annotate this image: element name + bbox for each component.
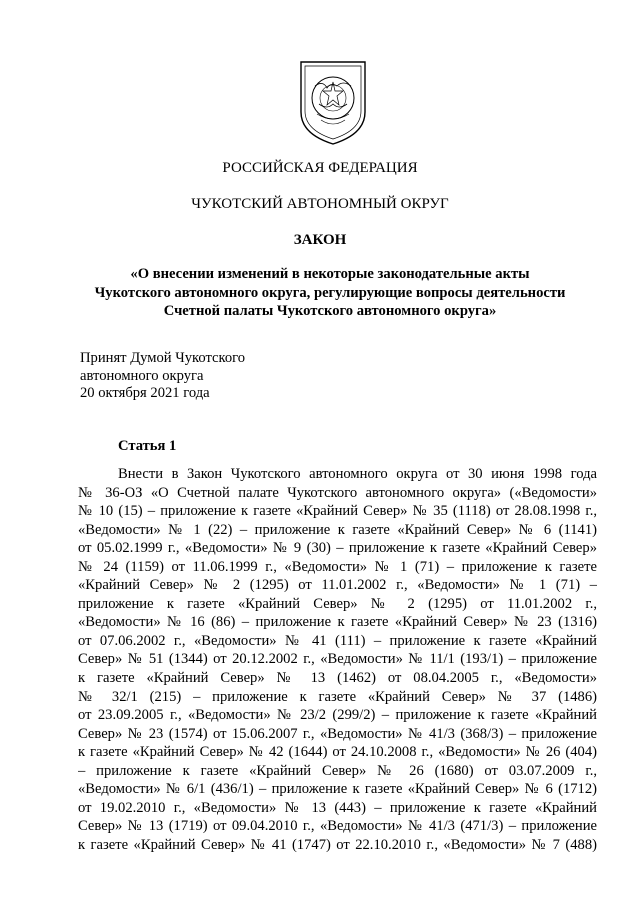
body-line: к газете «Крайний Север» № 42 (1644) от 24.10.2008 г., «Ведомости» № 26 (404) bbox=[78, 744, 597, 761]
body-line: Север» № 13 (1719) от 09.04.2010 г., «Ведомости» № 41/3 (471/3) – приложение bbox=[78, 818, 597, 835]
body-line: к газете «Крайний Север» № 41 (1747) от 22.10.2010 г., «Ведомости» № 7 (488) bbox=[78, 836, 597, 853]
adoption-info bbox=[80, 350, 380, 403]
body-line: Север» № 23 (1574) от 15.06.2007 г., «Ведомости» № 41/3 (368/3) – приложение bbox=[78, 725, 597, 742]
region-name: ЧУКОТСКИЙ АВТОНОМНЫЙ ОКРУГ bbox=[191, 196, 449, 212]
adoption-line: Принят Думой Чукотского bbox=[80, 350, 246, 366]
body-line: Север» № 51 (1344) от 20.12.2002 г., «Ведомости» № 11/1 (193/1) – приложение bbox=[78, 651, 597, 668]
body-line: № 32/1 (215) – приложение к газете «Крайний Север» № 37 (1486) bbox=[78, 688, 597, 705]
body-line: к газете «Крайний Север» № 13 (1462) от 08.04.2005 г., «Ведомости» bbox=[78, 670, 597, 687]
body-line: приложение к газете «Крайний Север» № 2 (1295) от 11.01.2002 г., bbox=[78, 595, 597, 612]
law-title-line: Чукотского автономного округа, регулирующие вопросы деятельности bbox=[94, 284, 566, 301]
body-line: «Ведомости» № 16 (86) – приложение к газете «Крайний Север» № 23 (1316) bbox=[78, 614, 597, 631]
article-heading: Статья 1 bbox=[118, 438, 177, 454]
body-line: от 23.09.2005 г., «Ведомости» № 23/2 (299/2) – приложение к газете «Крайний bbox=[78, 707, 597, 724]
law-title bbox=[70, 265, 590, 321]
document-type: ЗАКОН bbox=[293, 232, 347, 248]
law-title-line: Счетной палаты Чукотского автономного округа» bbox=[163, 303, 497, 319]
country-name: РОССИЙСКАЯ ФЕДЕРАЦИЯ bbox=[222, 160, 418, 176]
law-title-line: «О внесении изменений в некоторые законодательные акты bbox=[130, 266, 530, 282]
body-line: № 36-ОЗ «О Счетной палате Чукотского автономного округа» («Ведомости» bbox=[78, 484, 597, 501]
body-line: от 19.02.2010 г., «Ведомости» № 13 (443) – приложение к газете «Крайний bbox=[78, 799, 597, 816]
body-line: «Крайний Север» № 2 (1295) от 11.01.2002 г., «Ведомости» № 1 (71) – bbox=[78, 577, 597, 594]
body-line: от 07.06.2002 г., «Ведомости» № 41 (111) – приложение к газете «Крайний bbox=[78, 632, 597, 649]
body-line: «Ведомости» № 1 (22) – приложение к газете «Крайний Север» № 6 (1141) bbox=[78, 521, 597, 538]
article-body bbox=[78, 465, 597, 854]
adoption-date: 20 октября 2021 года bbox=[80, 385, 210, 401]
body-line: № 24 (1159) от 11.06.1999 г., «Ведомости» № 1 (71) – приложение к газете bbox=[78, 558, 597, 575]
body-line: Внести в Закон Чукотского автономного округа от 30 июня 1998 года bbox=[118, 466, 597, 482]
adoption-line: автономного округа bbox=[80, 367, 204, 384]
coat-of-arms-emblem bbox=[297, 58, 369, 146]
body-line: – приложение к газете «Крайний Север» № 26 (1680) от 03.07.2009 г., bbox=[78, 762, 597, 779]
body-line: от 05.02.1999 г., «Ведомости» № 9 (30) – приложение к газете «Крайний Север» bbox=[78, 540, 597, 557]
body-line: № 10 (15) – приложение к газете «Крайний Север» № 35 (1118) от 28.08.1998 г., bbox=[78, 503, 597, 520]
body-line: «Ведомости» № 6/1 (436/1) – приложение к газете «Крайний Север» № 6 (1712) bbox=[78, 781, 597, 798]
